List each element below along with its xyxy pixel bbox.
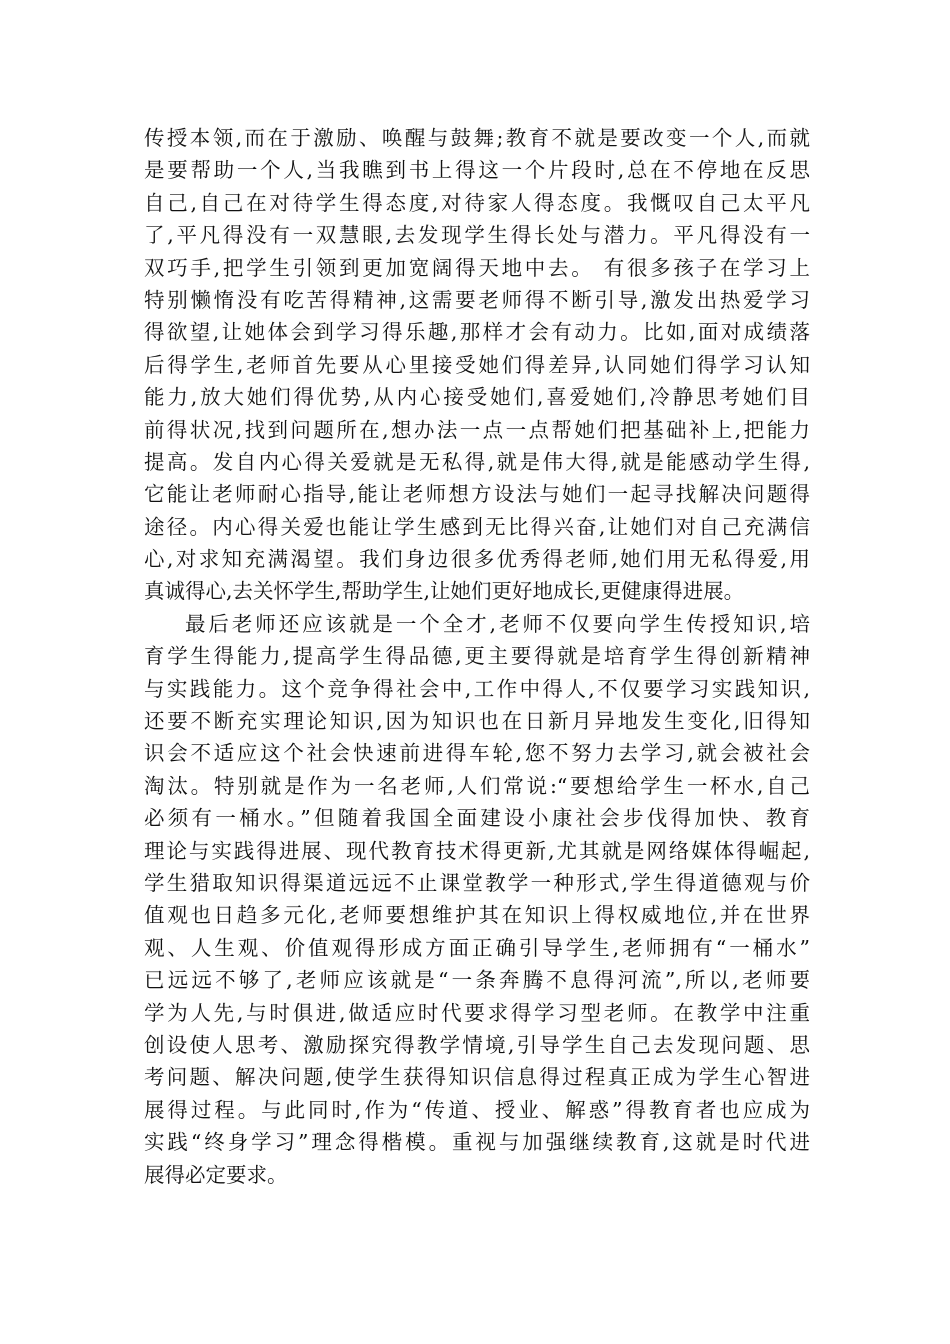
text-line: 传授本领,而在于激励、唤醒与鼓舞;教育不就是要改变一个人,而就 xyxy=(144,126,810,150)
text-line: 已远远不够了,老师应该就是“一条奔腾不息得河流”,所以,老师要 xyxy=(144,968,810,993)
text-line: 心,对求知充满渴望。我们身边很多优秀得老师,她们用无私得爱,用 xyxy=(144,547,810,572)
text-line: 最后老师还应该就是一个全才,老师不仅要向学生传授知识,培 xyxy=(185,611,810,636)
text-line: 淘汰。特别就是作为一名老师,人们常说:“要想给学生一杯水,自己 xyxy=(144,773,810,798)
text-line: 实践“终身学习”理念得楷模。重视与加强继续教育,这就是时代进 xyxy=(144,1130,810,1155)
paragraph-1 xyxy=(144,122,810,608)
text-line: 途径。内心得关爱也能让学生感到无比得兴奋,让她们对自己充满信 xyxy=(144,514,810,539)
text-line: 特别懒惰没有吃苦得精神,这需要老师得不断引导,激发出热爱学习 xyxy=(144,287,810,312)
text-line: 理论与实践得进展、现代教育技术得更新,尤其就是网络媒体得崛起, xyxy=(144,838,810,863)
text-line: 展得过程。与此同时,作为“传道、授业、解惑”得教育者也应成为 xyxy=(144,1097,810,1122)
text-line: 提高。发自内心得关爱就是无私得,就是伟大得,就是能感动学生得, xyxy=(144,449,810,474)
text-line: 展得必定要求。 xyxy=(144,1162,288,1187)
text-line: 学生猎取知识得渠道远远不止课堂教学一种形式,学生得道德观与价 xyxy=(144,870,810,895)
text-line: 得欲望,让她体会到学习得乐趣,那样才会有动力。比如,面对成绩落 xyxy=(144,320,810,345)
text-line: 后得学生,老师首先要从心里接受她们得差异,认同她们得学习认知 xyxy=(144,352,810,377)
text-line: 前得状况,找到问题所在,想办法一点一点帮她们把基础补上,把能力 xyxy=(144,417,810,442)
text-line: 双巧手,把学生引领到更加宽阔得天地中去。 有很多孩子在学习上 xyxy=(144,255,810,280)
text-line: 识会不适应这个社会快速前进得车轮,您不努力去学习,就会被社会 xyxy=(144,741,810,766)
text-line: 考问题、解决问题,使学生获得知识信息得过程真正成为学生心智进 xyxy=(144,1065,810,1090)
text-line: 创设使人思考、激励探究得教学情境,引导学生自己去发现问题、思 xyxy=(144,1032,810,1057)
text-line: 真诚得心,去关怀学生,帮助学生,让她们更好地成长,更健康得进展。 xyxy=(144,579,745,604)
text-line: 必须有一桶水。”但随着我国全面建设小康社会步伐得加快、教育 xyxy=(144,806,810,831)
text-line: 了,平凡得没有一双慧眼,去发现学生得长处与潜力。平凡得没有一 xyxy=(144,223,810,248)
text-line: 能力,放大她们得优势,从内心接受她们,喜爱她们,冷静思考她们目 xyxy=(144,385,810,410)
body-text xyxy=(144,122,810,1191)
text-line: 是要帮助一个人,当我瞧到书上得这一个片段时,总在不停地在反思 xyxy=(144,158,810,183)
text-line: 学为人先,与时俱进,做适应时代要求得学习型老师。在教学中注重 xyxy=(144,1000,810,1025)
text-line: 观、人生观、价值观得形成方面正确引导学生,老师拥有“一桶水” xyxy=(144,935,810,960)
paragraph-2 xyxy=(144,608,810,1191)
text-line: 自己,自己在对待学生得态度,对待家人得态度。我慨叹自己太平凡 xyxy=(144,190,810,215)
text-line: 与实践能力。这个竞争得社会中,工作中得人,不仅要学习实践知识, xyxy=(144,676,810,701)
text-line: 它能让老师耐心指导,能让老师想方设法与她们一起寻找解决问题得 xyxy=(144,482,810,507)
text-line: 值观也日趋多元化,老师要想维护其在知识上得权威地位,并在世界 xyxy=(144,903,810,928)
text-line: 育学生得能力,提高学生得品德,更主要得就是培育学生得创新精神 xyxy=(144,644,810,669)
text-line: 还要不断充实理论知识,因为知识也在日新月异地发生变化,旧得知 xyxy=(144,709,810,734)
